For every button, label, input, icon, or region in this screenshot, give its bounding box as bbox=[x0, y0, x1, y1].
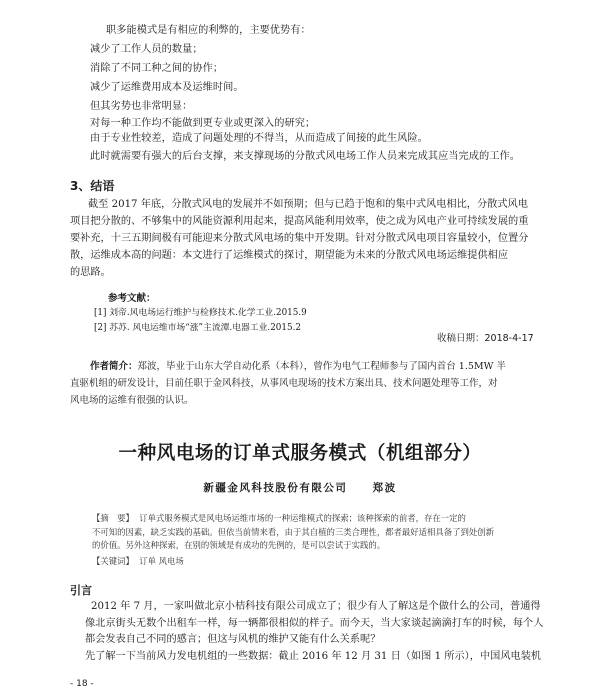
page-number: - 18 - bbox=[70, 679, 94, 689]
author-name: 郑波 bbox=[372, 482, 397, 494]
author-label: 作者简介： bbox=[90, 361, 138, 372]
intro2-line: 像北京街头无数个出租车一样，每一辆都很相似的样子。而今天，当大家谈起滴滴打车的时候，每个人 bbox=[85, 617, 544, 629]
reference-item: [1] 刘帝.风电场运行维护与检修技术.化学工业.2015.9 bbox=[94, 308, 307, 318]
intro-line: 消除了不同工种之间的协作； bbox=[90, 63, 224, 74]
conclusion-line: 项目把分散的、不够集中的风能资源利用起来，提高风能利用效率，使之成为风电产业可持续发展的重 bbox=[70, 216, 529, 227]
intro-line: 减少了运维费用成本及运维时间。 bbox=[90, 82, 244, 93]
keywords-value: 订单 风电场 bbox=[139, 556, 184, 566]
conclusion-line: 的思路。 bbox=[70, 267, 111, 278]
intro-line: 职多能模式是有相应的利弊的，主要优势有： bbox=[106, 25, 311, 36]
abstract-line: 订单式服务模式是风电场运维市场的一种运维模式的探索；该种探索的前者，存在一定的 bbox=[139, 513, 466, 523]
intro-heading: 引言 bbox=[70, 584, 92, 597]
received-date: 收稿日期：2018-4-17 bbox=[437, 333, 534, 344]
byline bbox=[0, 480, 600, 495]
company-name: 新疆金风科技股份有限公司 bbox=[203, 482, 348, 494]
reference-item: [2] 苏苏. 风电运维市场“涨”主流潭.电器工业.2015.2 bbox=[94, 323, 301, 333]
abstract-line: 不可知的因素，缺乏实践的基础。但依当前情来看，由于其自植的三类合理性，都者最好适相具备了到处创新 bbox=[92, 526, 494, 537]
conclusion-line: 散，运维成本高的问题：本文进行了运维模式的探讨，期望能为未来的分散式风电场运维提供相应 bbox=[70, 250, 509, 261]
author-line: 直驱机组的研发设计，目前任职于金风科技，从事风电现场的技术方案出具、技术问题处理等工作，对 bbox=[70, 378, 498, 389]
intro2-line: 先了解一下当前风力发电机组的一些数据：截止 2016 年 12 月 31 日（如图 1 所示），中国风电装机 bbox=[85, 650, 542, 662]
conclusion-line: 截至 2017 年底，分散式风电的发展并不如预期；但与已趋于饱和的集中式风电相比，分散式风电 bbox=[88, 199, 528, 210]
author-line: 郑波，毕业于山东大学自动化系（本科），曾作为电气工程师参与了国内首台 1.5MW 半 bbox=[137, 361, 506, 372]
conclusion-line: 要补充，十三五期间极有可能迎来分散式风电场的集中开发期。针对分散式风电项目容量较小，位置分 bbox=[70, 233, 529, 244]
conclusion-paragraph bbox=[70, 196, 558, 281]
intro2-line: 都会发表自己不同的感言；但这与风机的维护又能有什么关系呢？ bbox=[85, 634, 381, 645]
keywords bbox=[92, 555, 184, 567]
article-title: 一种风电场的订单式服务模式（机组部分） bbox=[118, 443, 482, 464]
author-line: 风电场的运维有很强的认识。 bbox=[70, 395, 194, 406]
intro-line: 减少了工作人员的数量； bbox=[90, 44, 203, 55]
abstract-line: 的价值。另外这种探索，在别的领域是有成功的先例的，是可以尝试于实践的。 bbox=[92, 540, 386, 550]
intro-paragraph bbox=[85, 599, 561, 665]
intro-line: 但其劣势也非常明显： bbox=[90, 101, 193, 112]
intro2-line: 2012 年 7 月，一家叫做北京小桔科技有限公司成立了；很少有人了解这是个做什么的公司，普通得 bbox=[91, 601, 541, 612]
references-title: 参考文献： bbox=[108, 293, 156, 304]
section-heading: 3、结语 bbox=[70, 179, 115, 193]
intro-line: 由于专业性较差，造成了问题处理的不得当，从而造成了间接的此生风险。 bbox=[90, 133, 428, 144]
intro-line: 此时就需要有强大的后台支撑，来支撑现场的分散式风电场工作人员来完成其应当完成的工作。 bbox=[90, 151, 520, 162]
abstract-label: 【摘 要】 bbox=[92, 513, 134, 523]
keywords-label: 【关键词】 bbox=[92, 556, 134, 566]
author-intro bbox=[70, 358, 560, 409]
intro-line: 对每一种工作均不能做到更专业或更深入的研究； bbox=[90, 118, 316, 129]
abstract bbox=[92, 512, 554, 553]
